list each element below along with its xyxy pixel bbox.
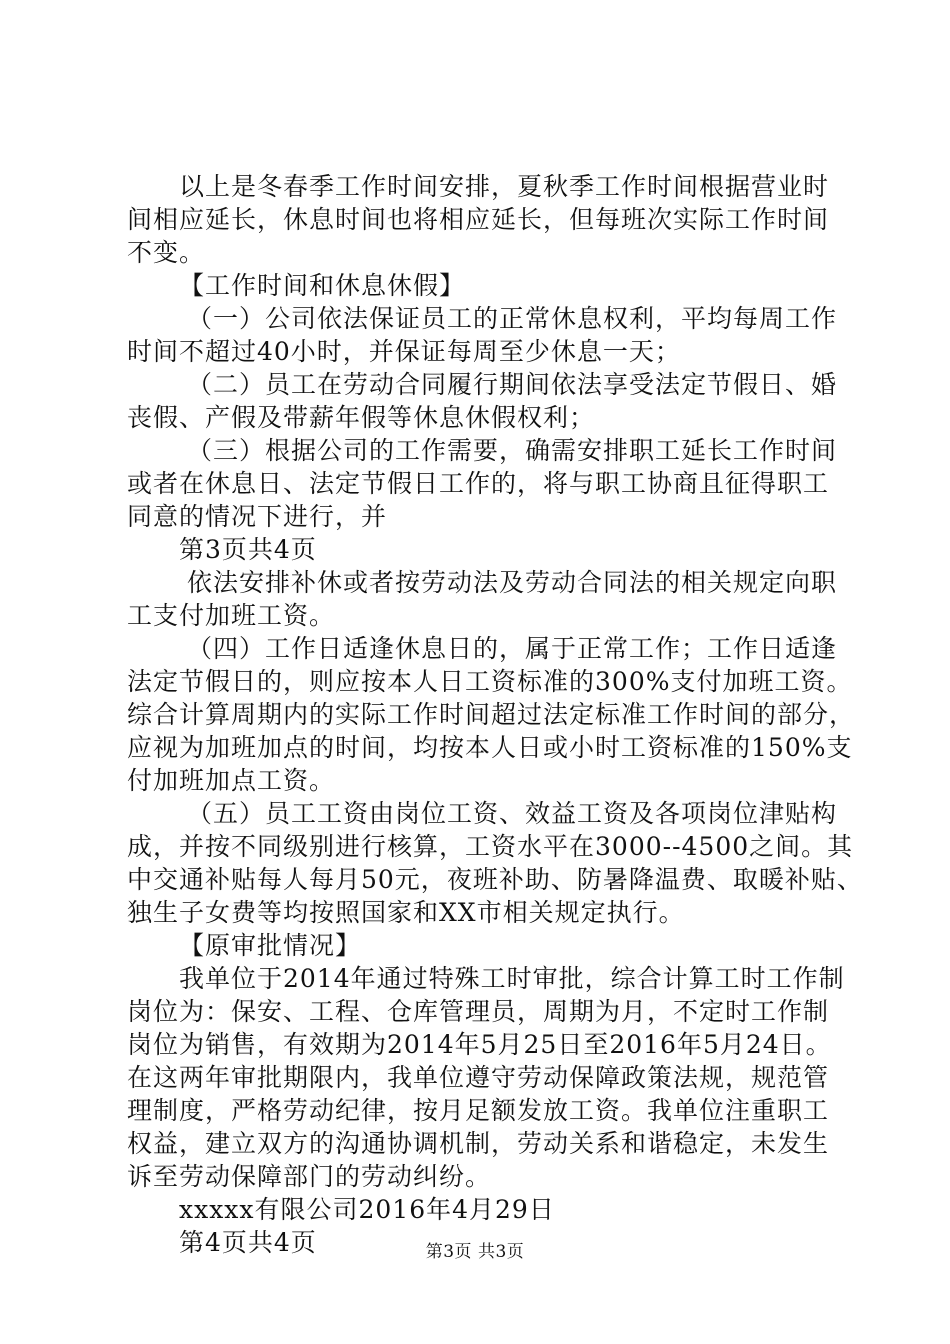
section-heading: 【工作时间和休息休假】 — [179, 271, 466, 300]
text-line: （四）工作日适逢休息日的，属于正常工作；工作日适逢 — [187, 634, 838, 663]
text-line: 付加班加点工资。 — [127, 766, 336, 795]
text-line: 理制度，严格劳动纪律，按月足额发放工资。我单位注重职工 — [127, 1096, 830, 1125]
text-line: 独生子女费等均按照国家和XX市相关规定执行。 — [127, 898, 685, 927]
text-line: 我单位于2014年通过特殊工时审批，综合计算工时工作制 — [179, 964, 845, 993]
text-line: 间相应延长，休息时间也将相应延长，但每班次实际工作时间 — [127, 205, 830, 234]
document-body — [127, 170, 863, 1259]
text-line: （五）员工工资由岗位工资、效益工资及各项岗位津贴构 — [187, 799, 838, 828]
text-line: 在这两年审批期限内，我单位遵守劳动保障政策法规，规范管 — [127, 1063, 830, 1092]
text-line: 法定节假日的，则应按本人日工资标准的300%支付加班工资。 — [127, 667, 853, 696]
text-line: 岗位为销售，有效期为2014年5月25日至2016年5月24日。 — [127, 1030, 832, 1059]
text-line: 中交通补贴每人每月50元，夜班补助、防暑降温费、取暖补贴、 — [127, 865, 863, 894]
text-line: 丧假、产假及带薪年假等休息休假权利； — [127, 403, 596, 432]
page-marker: 第4页共4页 — [179, 1228, 317, 1257]
page-footer: 第3页 共3页 — [425, 1242, 525, 1262]
signature-line: xxxxx有限公司2016年4月29日 — [179, 1195, 555, 1224]
text-line: 权益，建立双方的沟通协调机制，劳动关系和谐稳定，未发生 — [127, 1129, 830, 1158]
text-line: （一）公司依法保证员工的正常休息权利，平均每周工作 — [187, 304, 838, 333]
text-line: 工支付加班工资。 — [127, 601, 336, 630]
text-line: 同意的情况下进行，并 — [127, 502, 388, 531]
text-line: 依法安排补休或者按劳动法及劳动合同法的相关规定向职 — [187, 568, 838, 597]
text-line: 以上是冬春季工作时间安排，夏秋季工作时间根据营业时 — [179, 172, 830, 201]
text-line: （二）员工在劳动合同履行期间依法享受法定节假日、婚 — [187, 370, 838, 399]
text-line: 诉至劳动保障部门的劳动纠纷。 — [127, 1162, 492, 1191]
text-line: 或者在休息日、法定节假日工作的，将与职工协商且征得职工 — [127, 469, 830, 498]
text-line: 不变。 — [127, 238, 206, 267]
page-marker: 第3页共4页 — [179, 535, 317, 564]
text-line: 时间不超过40小时，并保证每周至少休息一天； — [127, 337, 681, 366]
text-line: 岗位为：保安、工程、仓库管理员，周期为月，不定时工作制 — [127, 997, 830, 1026]
section-heading: 【原审批情况】 — [179, 931, 362, 960]
text-line: 应视为加班加点的时间，均按本人日或小时工资标准的150%支 — [127, 733, 853, 762]
text-line: 成，并按不同级别进行核算，工资水平在3000--4500之间。其 — [127, 832, 854, 861]
text-line: （三）根据公司的工作需要，确需安排职工延长工作时间 — [187, 436, 838, 465]
text-line: 综合计算周期内的实际工作时间超过法定标准工作时间的部分， — [127, 700, 856, 729]
